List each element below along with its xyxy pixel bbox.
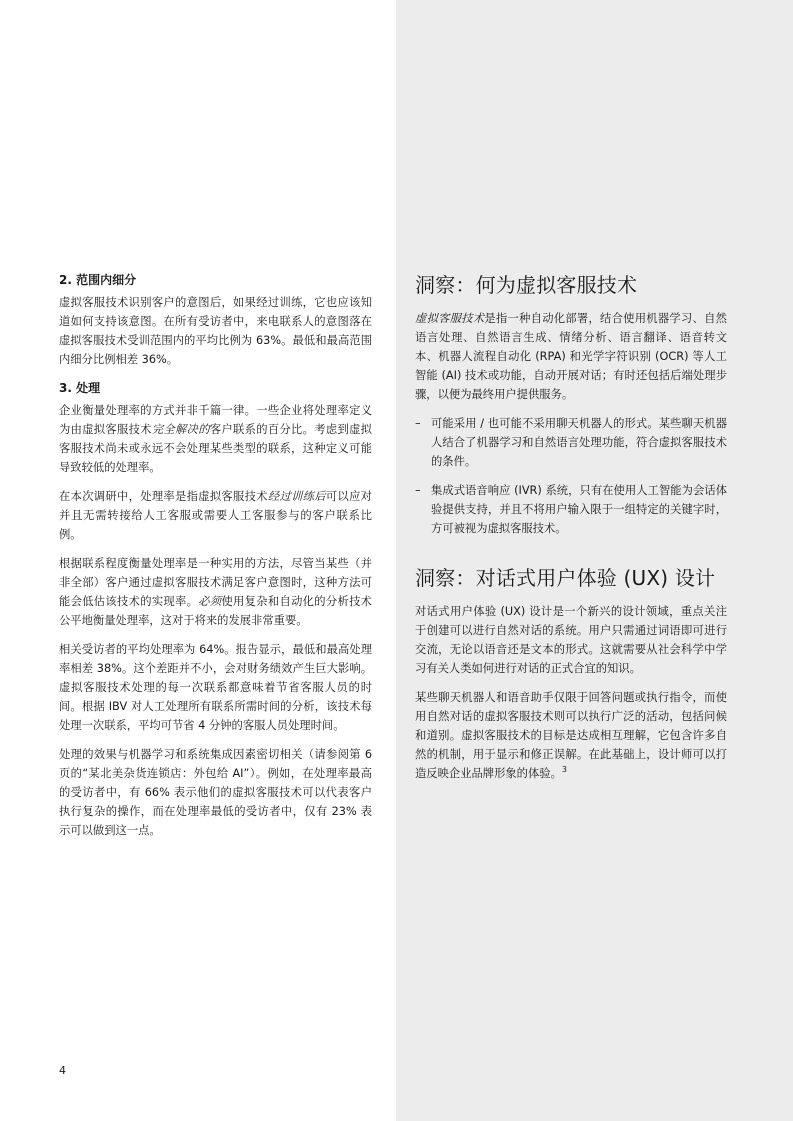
- section-2-title: 2. 范围内细分: [59, 273, 137, 287]
- section-3-title: 3. 处理: [59, 381, 101, 395]
- handling-method-paragraph: 根据联系程度衡量处理率是一种实用的方法，尽管当某些（并非全部）客户通过虚拟客服技术满足客户意图时，这种方法可能会低估该技术的实现率。必须使用复杂和自动化的分析技术公平地衡量处理率，这对于将来的发展非常重要。: [59, 557, 372, 627]
- handling-rate-paragraph: 相关受访者的平均处理率为 64%。报告显示，最低和最高处理率相差 38%。这个差距并不小，会对财务绩效产生巨大影响。虚拟客服技术处理的每一次联系都意味着节省客服人员的时间。根据 IBV 对人工处理所有联系所需时间的分析，该技术每处理一次联系，平均可节省 4 分钟的客服人员处理时间。: [59, 643, 372, 732]
- list-item: – 可能采用 / 也可能不采用聊天机器人的形式。某些聊天机器人结合了机器学习和自然语言处理功能，符合虚拟客服技术的条件。: [415, 417, 727, 468]
- page-number: 4: [59, 1064, 66, 1077]
- list-item: – 集成式语音响应 (IVR) 系统，只有在使用人工智能为会话体验提供支持，并且不将用户输入限于一组特定的关键字时，方可被视为虚拟客服技术。: [415, 484, 727, 535]
- insight-virtual-agent-paragraph: 虚拟客服技术是指一种自动化部署，结合使用机器学习、自然语言处理、自然语言生成、情绪分析、语言翻译、语音转文本、机器人流程自动化 (RPA) 和光学字符识别 (OCR) 等人工智能 (AI) 技术或功能，自动开展对话；有时还包括后端处理步骤，以便为最终用户提供服务。: [415, 312, 727, 401]
- insight-virtual-agent-title: 洞察：何为虚拟客服技术: [415, 273, 638, 297]
- insight-ux-paragraph-2: 某些聊天机器人和语音助手仅限于回答问题或执行指令，而使用自然对话的虚拟客服技术则可以执行广泛的活动，包括问候和道别。虚拟客服技术的目标是达成相互理解，它包含许多自然的机制，用于显示和修正误解。在此基础上，设计师可以打造反映企业品牌形象的体验。$^3$: [415, 691, 727, 780]
- section-2-paragraph: 虚拟客服技术识别客户的意图后，如果经过训练，它也应该知道如何支持该意图。在所有受访者中，来电联系人的意图落在虚拟客服技术受训范围内的平均比例为 63%。最低和最高范围内细分比例相差 36%。: [59, 296, 372, 366]
- insight-bullet-list: [415, 414, 727, 538]
- footnote-reference: 3: [561, 765, 567, 775]
- handling-survey-paragraph: 在本次调研中，处理率是指虚拟客服技术经过训练后可以应对并且无需转接给人工客服或需要人工客服参与的客户联系比例。: [59, 490, 372, 541]
- right-column: [415, 271, 727, 793]
- left-column: [59, 271, 372, 850]
- insight-ux-design-title: 洞察：对话式用户体验 (UX) 设计: [415, 566, 716, 590]
- handling-definition-paragraph: 企业衡量处理率的方式并非千篇一律。一些企业将处理率定义为由虚拟客服技术完全解决的客户联系的百分比。考虑到虚拟客服技术尚未或永远不会处理某些类型的联系，这种定义可能导致较低的处理率。: [59, 404, 372, 474]
- insight-ux-paragraph-1: 对话式用户体验 (UX) 设计是一个新兴的设计领域，重点关注于创建可以进行自然对话的系统。用户只需通过词语即可进行交流，无论以语音还是文本的形式。这就需要从社会科学中学习有关人类如何进行对话的正式合宜的知识。: [415, 605, 727, 675]
- handling-effect-paragraph: 处理的效果与机器学习和系统集成因素密切相关（请参阅第 6 页的“某北美杂货连锁店：外包给 AI”）。例如，在处理率最高的受访者中，有 66% 表示他们的虚拟客服技术可以代表客户执行复杂的操作，而在处理率最低的受访者中，仅有 23% 表示可以做到这一点。: [59, 748, 372, 837]
